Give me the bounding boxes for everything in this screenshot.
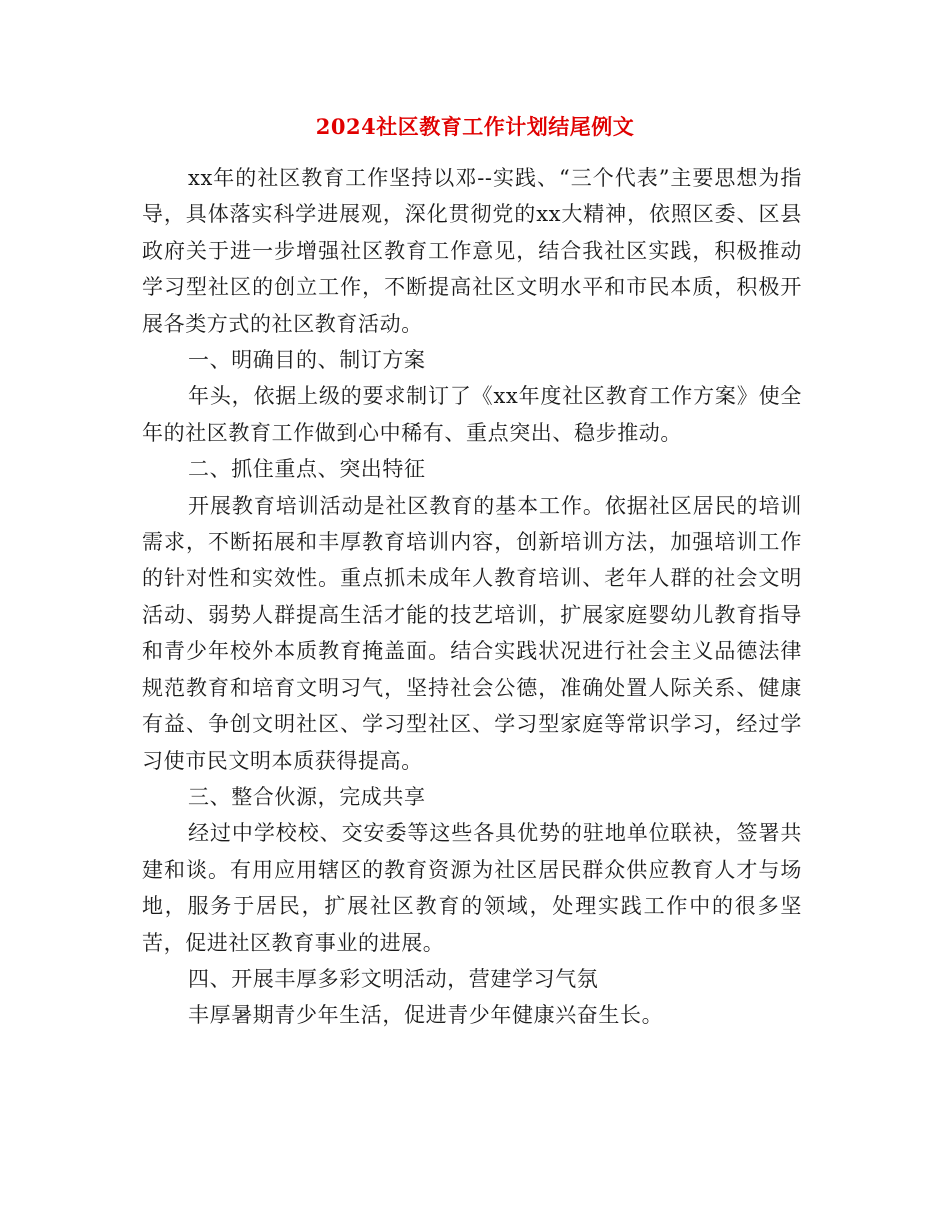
section-heading-3: 三、整合伙源，完成共享 <box>188 784 426 809</box>
section-paragraph-3: 经过中学校校、交安委等这些各具优势的驻地单位联袂，签署共建和谈。有用应用辖区的教育资源为社区居民群众供应教育人才与场地，服务于居民，扩展社区教育的领域，处理实践工作中的很多坚苦，促进社区教育事业的进展。 <box>142 821 802 955</box>
section-heading-4: 四、开展丰厚多彩文明活动，营建学习气氛 <box>188 966 599 991</box>
section-paragraph-2: 开展教育培训活动是社区教育的基本工作。依据社区居民的培训需求，不断拓展和丰厚教育培训内容，创新培训方法，加强培训工作的针对性和实效性。重点抓未成年人教育培训、老年人群的社会文明活动、弱势人群提高生活才能的技艺培训，扩展家庭婴幼儿教育指导和青少年校外本质教育掩盖面。结合实践状况进行社会主义品德法律规范教育和培育文明习气，坚持社会公德，准确处置人际关系、健康有益、争创文明社区、学习型社区、学习型家庭等常识学习，经过学习使市民文明本质获得提高。 <box>142 493 802 773</box>
intro-paragraph: xx年的社区教育工作坚持以邓--实践、“三个代表”主要思想为指导，具体落实科学进展观，深化贯彻党的xx大精神，依照区委、区县政府关于进一步增强社区教育工作意见，结合我社区实践，积极推动学习型社区的创立工作，不断提高社区文明水平和市民本质，积极开展各类方式的社区教育活动。 <box>142 166 802 336</box>
section-paragraph-1: 年头，依据上级的要求制订了《xx年度社区教育工作方案》使全年的社区教育工作做到心中稀有、重点突出、稳步推动。 <box>142 384 802 445</box>
document-body <box>142 160 802 1034</box>
section-heading-1: 一、明确目的、制订方案 <box>188 348 426 373</box>
section-paragraph-4: 丰厚暑期青少年生活，促进青少年健康兴奋生长。 <box>188 1003 664 1028</box>
document-title: 2024社区教育工作计划结尾例文 <box>315 114 635 139</box>
section-heading-2: 二、抓住重点、突出特征 <box>188 457 426 482</box>
